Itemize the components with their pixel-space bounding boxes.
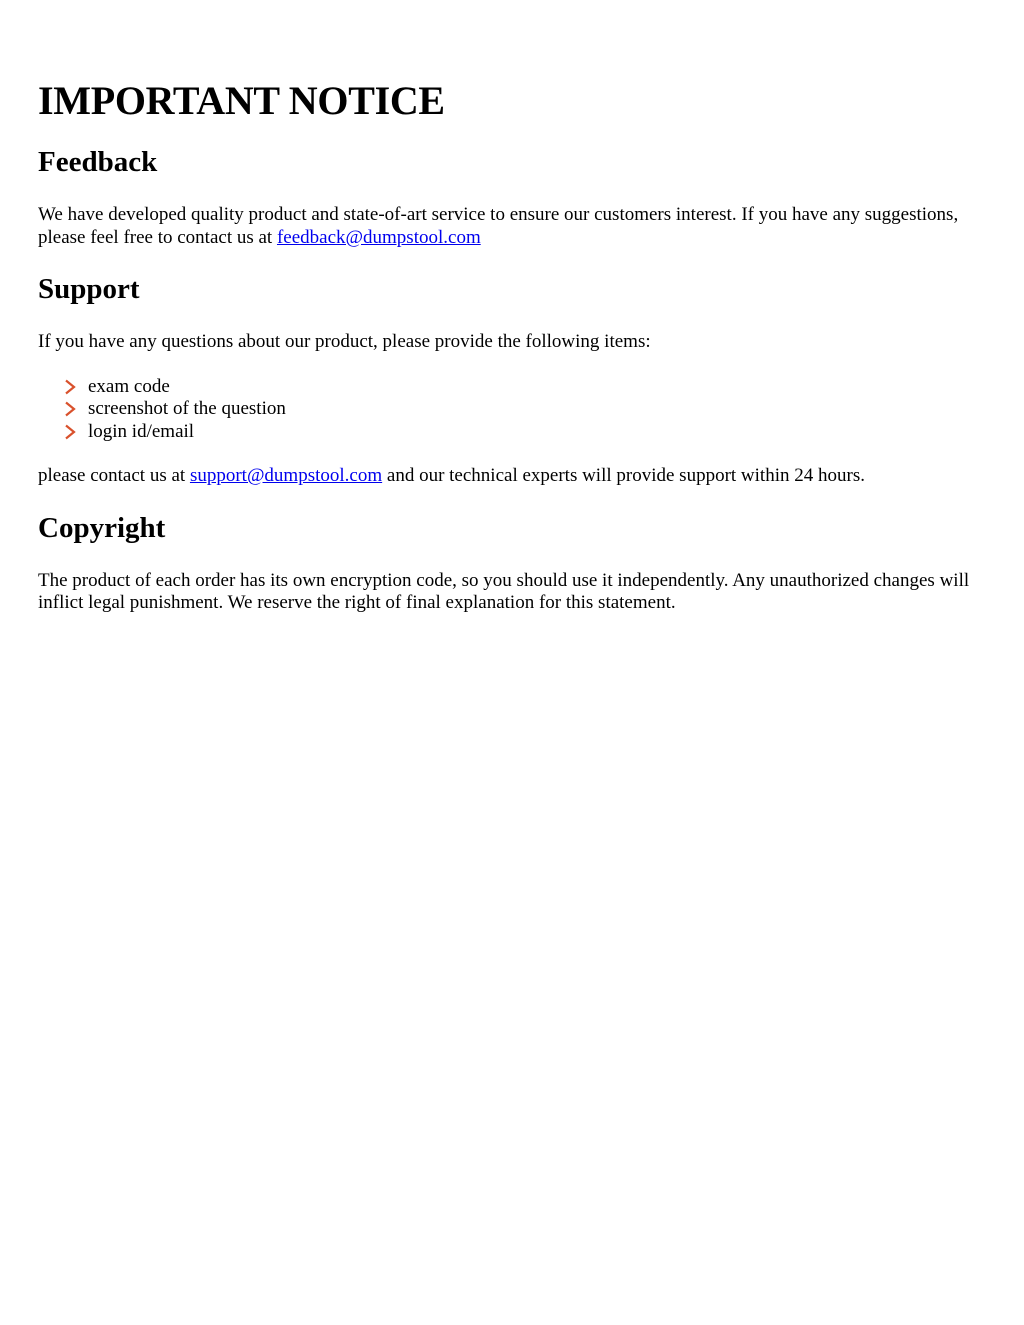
- chevron-right-icon: [64, 424, 76, 440]
- list-item-label: exam code: [88, 375, 170, 397]
- list-item: [64, 398, 978, 421]
- support-items-list: [38, 376, 978, 444]
- support-intro: If you have any questions about our product, please provide the following items:: [38, 331, 651, 352]
- notice-page: [38, 0, 978, 615]
- chevron-right-icon: [64, 401, 76, 417]
- list-item-label: login id/email: [88, 420, 195, 442]
- list-item: [64, 376, 978, 399]
- support-email-link[interactable]: support@dumpstool.com: [189, 465, 383, 486]
- support-heading: Support: [38, 273, 140, 305]
- support-contact-prefix: please contact us at: [38, 465, 190, 486]
- copyright-paragraph: The product of each order has its own encryption code, so you should use it independently. Any unauthorized changes will inflict legal punishment. We reserve the right of final explanation for this statement.: [38, 569, 970, 613]
- list-item: [64, 421, 978, 444]
- support-contact-paragraph: [38, 465, 978, 488]
- support-contact-suffix: and our technical experts will provide support within 24 hours.: [382, 465, 865, 486]
- feedback-heading: Feedback: [38, 146, 158, 178]
- page-title: IMPORTANT NOTICE: [38, 78, 445, 123]
- feedback-paragraph: [38, 204, 978, 249]
- copyright-heading: Copyright: [38, 511, 166, 544]
- list-item-label: screenshot of the question: [88, 398, 286, 419]
- chevron-right-icon: [64, 379, 76, 395]
- feedback-text: We have developed quality product and state-of-art service to ensure our customers interest. If you have any suggestions, please feel free to contact us at: [38, 204, 959, 248]
- feedback-email-link[interactable]: feedback@dumpstool.com: [276, 226, 481, 248]
